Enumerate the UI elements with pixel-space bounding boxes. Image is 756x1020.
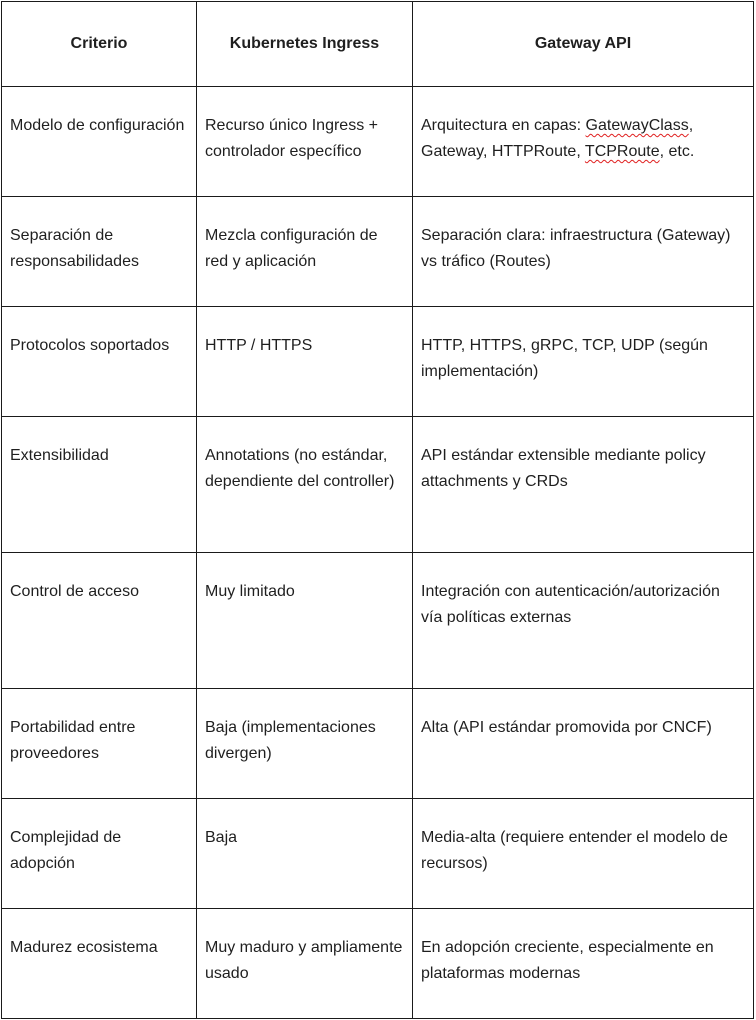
cell-ingress: Recurso único Ingress + controlador específico bbox=[197, 87, 413, 197]
header-kubernetes-ingress: Kubernetes Ingress bbox=[197, 2, 413, 87]
cell-ingress: Mezcla configuración de red y aplicación bbox=[197, 197, 413, 307]
cell-gateway-text: , etc. bbox=[659, 143, 695, 160]
cell-gateway bbox=[413, 87, 754, 197]
cell-gateway: Integración con autenticación/autorización vía políticas externas bbox=[413, 553, 754, 689]
cell-gateway: HTTP, HTTPS, gRPC, TCP, UDP (según implementación) bbox=[413, 307, 754, 417]
table-row bbox=[2, 553, 754, 689]
table-row bbox=[2, 799, 754, 909]
table-row bbox=[2, 307, 754, 417]
cell-gateway: En adopción creciente, especialmente en plataformas modernas bbox=[413, 909, 754, 1019]
cell-criterio: Separación de responsabilidades bbox=[2, 197, 197, 307]
cell-criterio: Madurez ecosistema bbox=[2, 909, 197, 1019]
comparison-table bbox=[1, 1, 754, 1019]
cell-criterio: Portabilidad entre proveedores bbox=[2, 689, 197, 799]
cell-gateway: Media-alta (requiere entender el modelo de recursos) bbox=[413, 799, 754, 909]
cell-ingress: HTTP / HTTPS bbox=[197, 307, 413, 417]
table-row bbox=[2, 417, 754, 553]
cell-gateway: API estándar extensible mediante policy attachments y CRDs bbox=[413, 417, 754, 553]
table-header-row bbox=[2, 2, 754, 87]
cell-criterio: Extensibilidad bbox=[2, 417, 197, 553]
table-row bbox=[2, 689, 754, 799]
cell-ingress: Muy limitado bbox=[197, 553, 413, 689]
cell-ingress: Annotations (no estándar, dependiente del controller) bbox=[197, 417, 413, 553]
table-row bbox=[2, 87, 754, 197]
cell-criterio: Complejidad de adopción bbox=[2, 799, 197, 909]
misspelled-word: GatewayClass bbox=[585, 117, 689, 134]
table-row bbox=[2, 197, 754, 307]
cell-gateway-text: , Gateway, HTTPRoute, bbox=[421, 117, 694, 160]
header-gateway-api: Gateway API bbox=[413, 2, 754, 87]
misspelled-word: TCPRoute bbox=[584, 143, 660, 160]
header-criterio: Criterio bbox=[2, 2, 197, 87]
cell-ingress: Baja (implementaciones divergen) bbox=[197, 689, 413, 799]
cell-ingress: Muy maduro y ampliamente usado bbox=[197, 909, 413, 1019]
cell-gateway: Alta (API estándar promovida por CNCF) bbox=[413, 689, 754, 799]
table-row bbox=[2, 909, 754, 1019]
cell-criterio: Modelo de configuración bbox=[2, 87, 197, 197]
cell-criterio: Protocolos soportados bbox=[2, 307, 197, 417]
cell-gateway: Separación clara: infraestructura (Gateway) vs tráfico (Routes) bbox=[413, 197, 754, 307]
cell-ingress: Baja bbox=[197, 799, 413, 909]
cell-gateway-text: Arquitectura en capas: bbox=[421, 117, 586, 134]
cell-criterio: Control de acceso bbox=[2, 553, 197, 689]
